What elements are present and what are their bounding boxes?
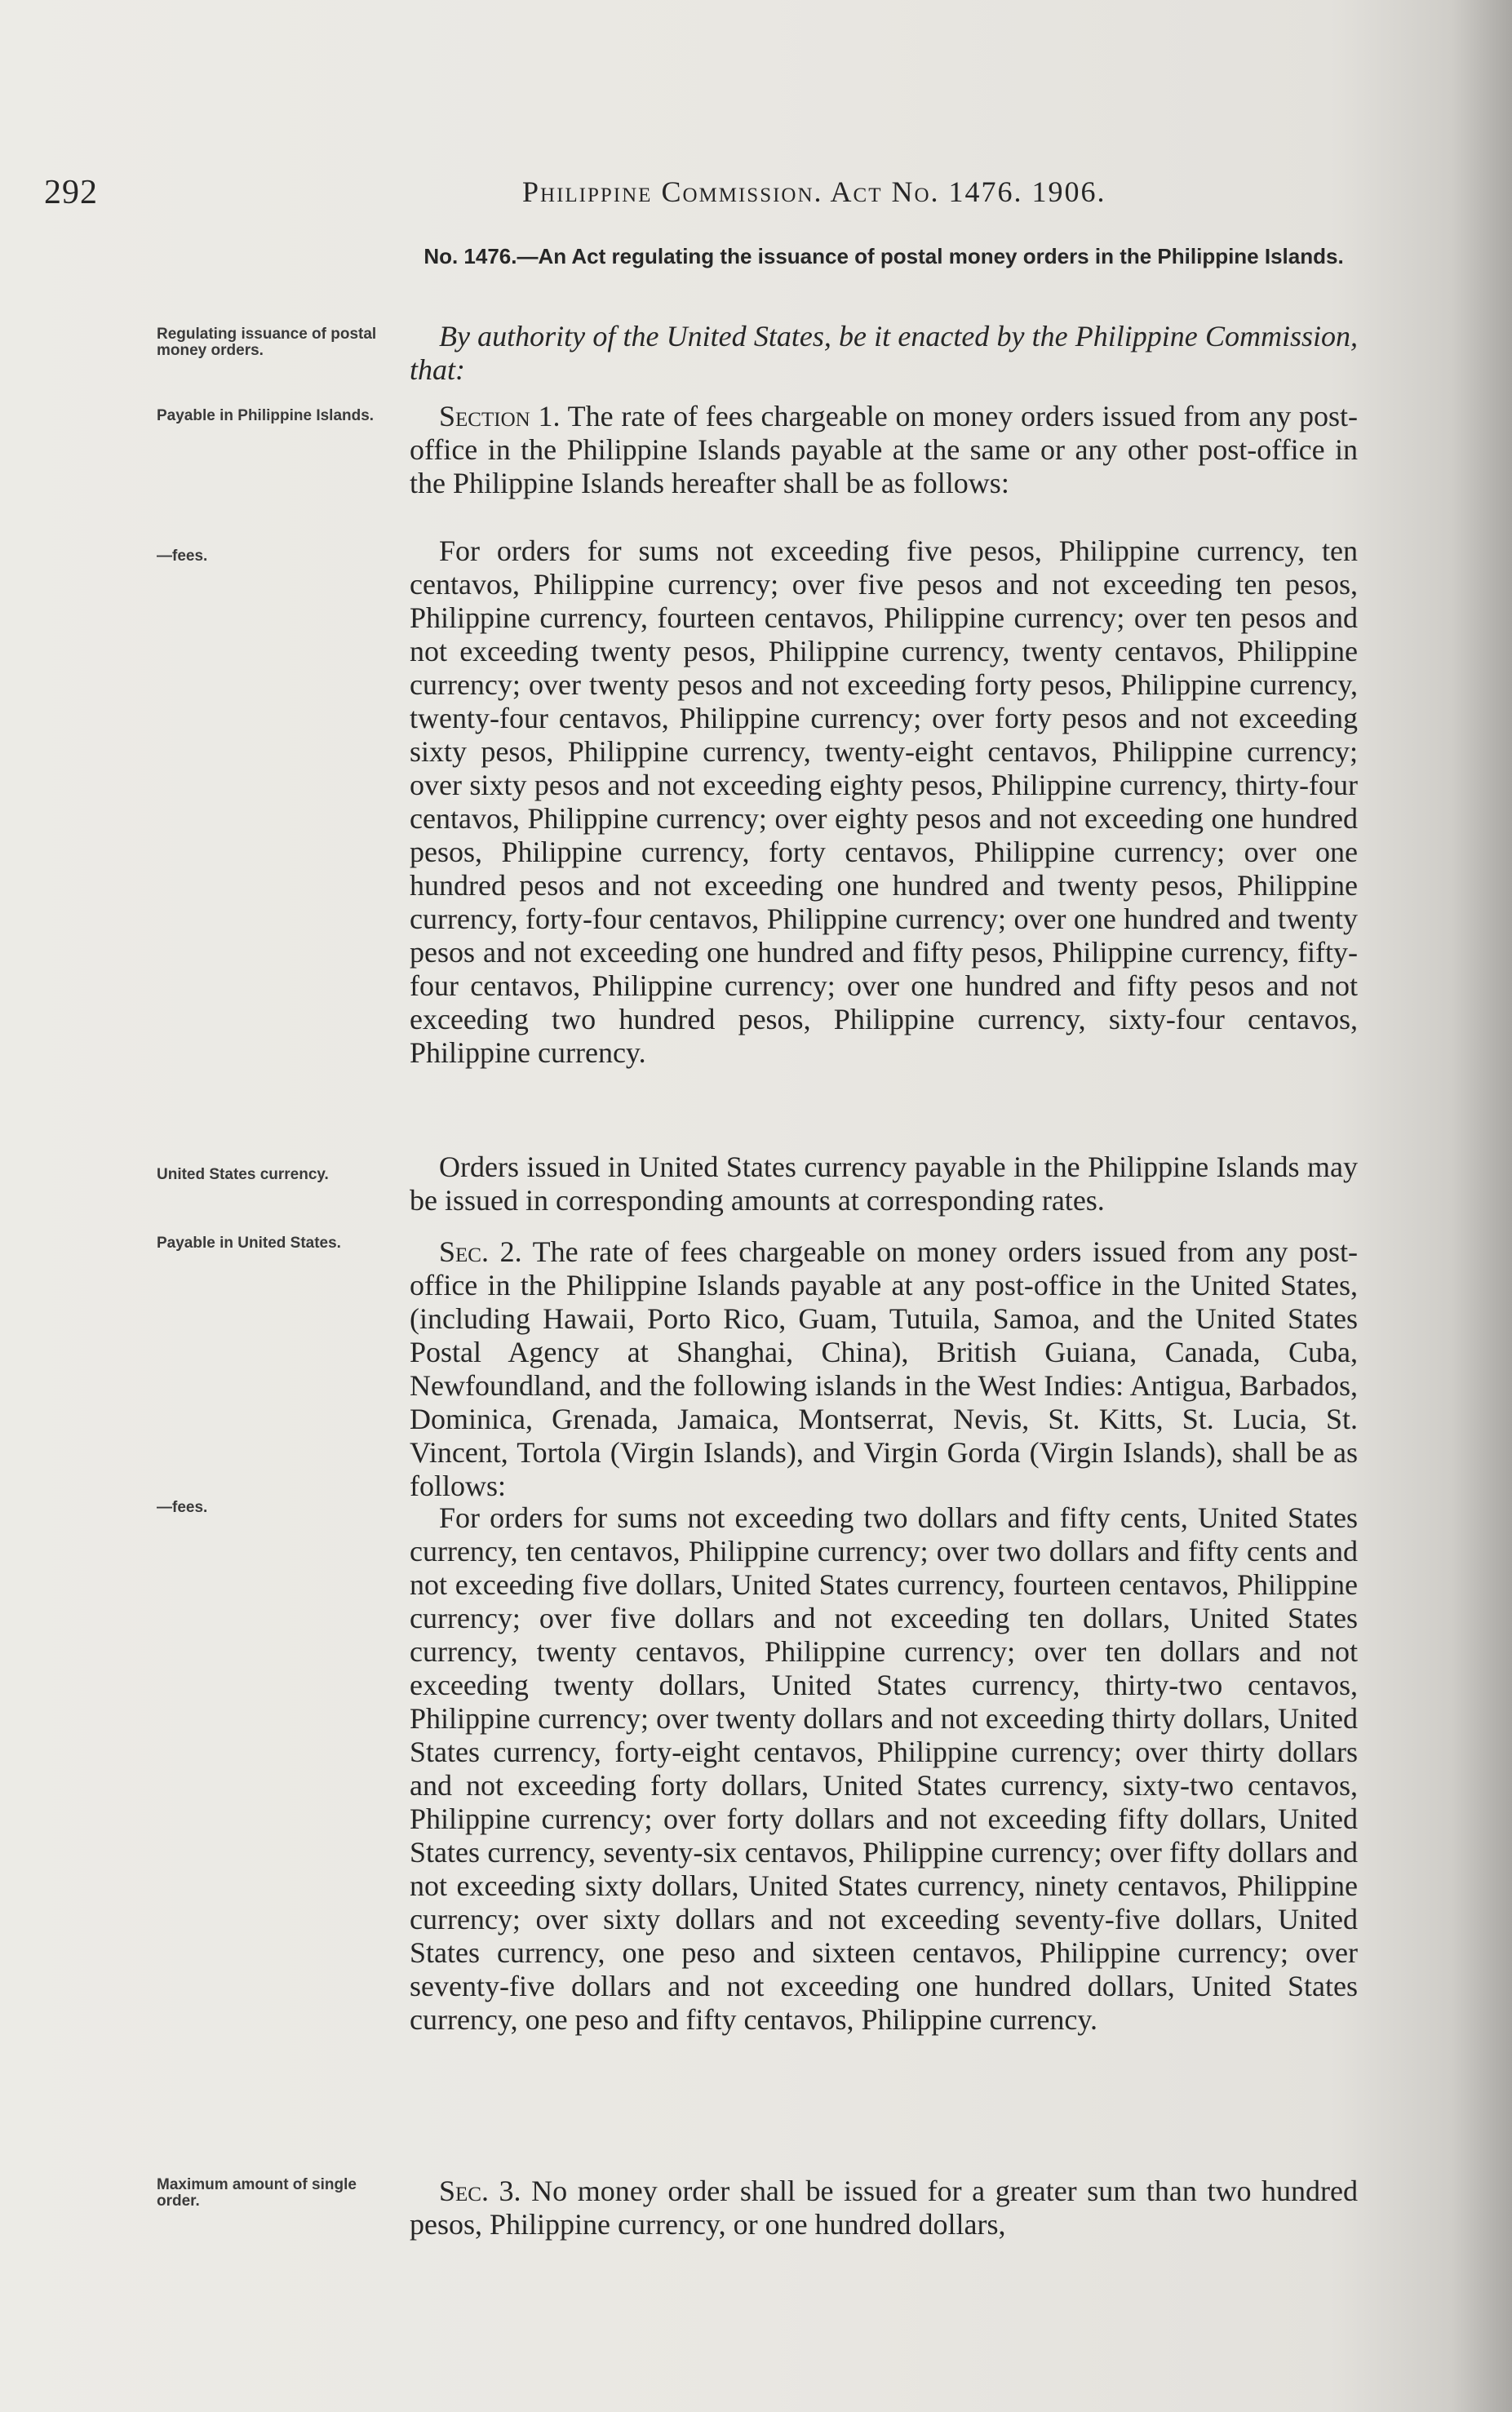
section-1-heading: Section 1.	[439, 400, 561, 432]
section-2-text: The rate of fees chargeable on money orders issued from any post-office in the Philippine Islands payable at any post-office in the United States, (including Hawaii, Porto Rico, Guam, Tutuila, Samoa, and the United States Postal Agency at Shanghai, China), British Guiana, Canada, Cuba, Newfoundland, and the following islands in the West Indies: Antigua, Barbados, Dominica, Grenada, Jamaica, Montserrat, Nevis, St. Kitts, St. Lucia, St. Vincent, Tortola (Virgin Islands), and Virgin Gorda (Virgin Islands), shall be as follows:	[410, 1235, 1359, 1502]
fees-schedule-2: For orders for sums not exceeding two dollars and fifty cents, United States currency, ten centavos, Philippine currency; over two dollars and fifty cents and not exceeding five dollars, United States currency, fourteen centavos, Philippine currency; over five dollars and not exceeding ten dollars, United States currency, twenty centavos, Philippine currency; over ten dollars and not exceeding twenty dollars, United States currency, thirty-two centavos, Philippine currency; over twenty dollars and not exceeding thirty dollars, United States currency, forty-eight centavos, Philippine currency; over thirty dollars and not exceeding forty dollars, United States currency, sixty-two centavos, Philippine currency; over forty dollars and not exceeding fifty dollars, United States currency, seventy-six centavos, Philippine currency; over fifty dollars and not exceeding sixty dollars, United States currency, ninety centavos, Philippine currency; over sixty dollars and not exceeding seventy-five dollars, United States currency, one peso and sixteen centavos, Philippine currency; over seventy-five dollars and not exceeding one hundred dollars, United States currency, one peso and fifty centavos, Philippine currency.	[410, 1501, 1358, 2036]
section-2-heading: Sec. 2.	[439, 1235, 522, 1268]
section-2	[410, 1235, 1358, 1503]
running-head: Philippine Commission. Act No. 1476. 1906.	[522, 175, 1106, 208]
margin-note-fees-2: —fees.	[157, 1499, 208, 1516]
margin-note-payable-philippine: Payable in Philippine Islands.	[157, 407, 375, 424]
margin-note-maximum: Maximum amount of single order.	[157, 2176, 357, 2210]
margin-note-fees-1: —fees.	[157, 548, 208, 565]
margin-note-regulating: Regulating issuance of postal money orders.	[157, 326, 377, 359]
section-1-text: The rate of fees chargeable on money orders issued from any post-office in the Philippine Islands payable at the same or any other post-office in the Philippine Islands hereafter shall be as follows:	[410, 400, 1359, 499]
margin-note-us-currency: United States currency.	[157, 1166, 329, 1183]
section-1	[410, 400, 1358, 500]
enacting-clause: By authority of the United States, be it enacted by the Philippine Commission, that:	[410, 320, 1358, 386]
section-3-heading: Sec. 3.	[439, 2175, 521, 2207]
fees-schedule-1: For orders for sums not exceeding five pesos, Philippine currency, ten centavos, Philippine currency; over five pesos and not exceeding ten pesos, Philippine currency, fourteen centavos, Philippine currency; over ten pesos and not exceeding twenty pesos, Philippine currency, twenty centavos, Philippine currency; over twenty pesos and not exceeding forty pesos, Philippine currency, twenty-four centavos, Philippine currency; over forty pesos and not exceeding sixty pesos, Philippine currency, twenty-eight centavos, Philippine currency; over sixty pesos and not exceeding eighty pesos, Philippine currency, thirty-four centavos, Philippine currency; over eighty pesos and not exceeding one hundred pesos, Philippine currency, forty centavos, Philippine currency; over one hundred pesos and not exceeding one hundred and twenty pesos, Philippine currency, forty-four centavos, Philippine currency; over one hundred and twenty pesos and not exceeding one hundred and fifty pesos, Philippine currency, fifty-four centavos, Philippine currency; over one hundred and fifty pesos and not exceeding two hundred pesos, Philippine currency, sixty-four centavos, Philippine currency.	[410, 534, 1358, 1069]
section-3	[410, 2175, 1358, 2241]
margin-note-payable-us: Payable in United States.	[157, 1235, 341, 1252]
act-title: No. 1476.—An Act regulating the issuance of postal money orders in the Philippine Islands.	[423, 244, 1344, 268]
us-currency-paragraph: Orders issued in United States currency payable in the Philippine Islands may be issued in corresponding amounts at corresponding rates.	[410, 1151, 1358, 1217]
section-3-text: No money order shall be issued for a greater sum than two hundred pesos, Philippine currency, or one hundred dollars,	[410, 2175, 1359, 2241]
page-number: 292	[44, 174, 98, 211]
